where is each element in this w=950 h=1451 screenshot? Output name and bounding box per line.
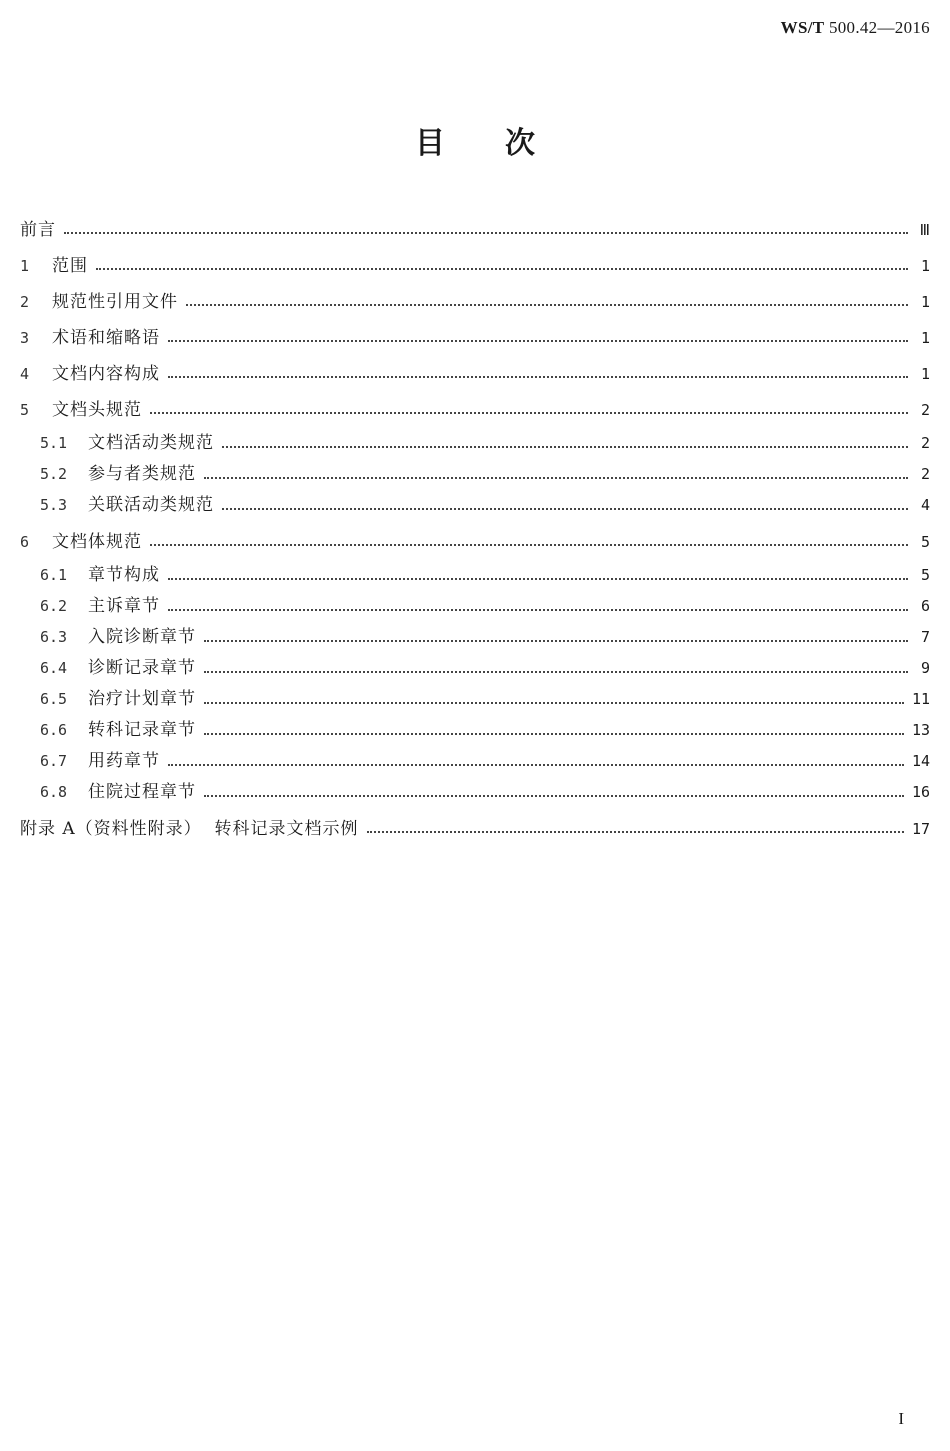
toc-entry-6-3[interactable] [20, 622, 930, 653]
toc-page: 2 [920, 401, 930, 419]
dot-leader [168, 569, 908, 583]
standard-code [781, 18, 930, 38]
toc-label: 参与者类规范 [88, 464, 196, 484]
dot-leader [168, 331, 908, 345]
toc-number: 6.1 [40, 566, 68, 584]
toc-entry-5-2[interactable] [20, 459, 930, 490]
toc-label: 规范性引用文件 [52, 292, 178, 312]
dot-leader [150, 403, 908, 417]
toc-number: 2 [20, 293, 30, 311]
toc-page: 7 [920, 628, 930, 646]
toc-page: 5 [920, 566, 930, 584]
table-of-contents [20, 212, 930, 847]
toc-page: Ⅲ [919, 221, 930, 239]
toc-page: 14 [911, 752, 930, 770]
toc-page: 17 [911, 820, 930, 838]
dot-leader [204, 468, 908, 482]
toc-label: 术语和缩略语 [52, 328, 160, 348]
toc-label: 入院诊断章节 [88, 627, 196, 647]
toc-entry-5[interactable] [20, 392, 930, 428]
toc-page: 2 [920, 465, 930, 483]
toc-entry-6-1[interactable] [20, 560, 930, 591]
toc-number: 5.2 [40, 465, 68, 483]
toc-entry-appendix-a[interactable] [20, 811, 930, 847]
toc-label: 主诉章节 [88, 596, 160, 616]
toc-number: 5.3 [40, 496, 68, 514]
toc-entry-6-4[interactable] [20, 653, 930, 684]
dot-leader [204, 693, 904, 707]
dot-leader [222, 499, 908, 513]
toc-entry-4[interactable] [20, 356, 930, 392]
toc-label: 附录 A（资料性附录） 转科记录文档示例 [20, 819, 359, 839]
toc-page: 5 [920, 533, 930, 551]
toc-label: 治疗计划章节 [88, 689, 196, 709]
toc-number: 6.8 [40, 783, 68, 801]
toc-page: 11 [911, 690, 930, 708]
dot-leader [150, 535, 908, 549]
toc-entry-6-2[interactable] [20, 591, 930, 622]
toc-label: 章节构成 [88, 565, 160, 585]
toc-number: 3 [20, 329, 30, 347]
toc-label: 文档活动类规范 [88, 433, 214, 453]
toc-page: 1 [920, 329, 930, 347]
dot-leader [168, 367, 908, 381]
toc-label: 文档内容构成 [52, 364, 160, 384]
toc-label: 前言 [20, 220, 56, 240]
standard-number: 500.42—2016 [828, 18, 930, 37]
toc-entry-2[interactable] [20, 284, 930, 320]
toc-number: 1 [20, 257, 30, 275]
dot-leader [96, 259, 908, 273]
dot-leader [168, 600, 908, 614]
toc-label: 住院过程章节 [88, 782, 196, 802]
toc-number: 4 [20, 365, 30, 383]
toc-page: 16 [911, 783, 930, 801]
toc-page: 1 [920, 257, 930, 275]
toc-number: 5 [20, 401, 30, 419]
toc-label: 用药章节 [88, 751, 160, 771]
toc-entry-5-3[interactable] [20, 490, 930, 521]
toc-entry-1[interactable] [20, 248, 930, 284]
toc-page: 2 [920, 434, 930, 452]
toc-entry-foreword[interactable] [20, 212, 930, 248]
toc-number: 6.5 [40, 690, 68, 708]
page-title: 目次 [415, 126, 595, 161]
toc-page: 9 [920, 659, 930, 677]
toc-label: 关联活动类规范 [88, 495, 214, 515]
toc-label: 范围 [52, 256, 88, 276]
toc-page: 1 [920, 365, 930, 383]
toc-entry-6[interactable] [20, 524, 930, 560]
toc-label: 文档体规范 [52, 532, 142, 552]
toc-page: 13 [911, 721, 930, 739]
dot-leader [186, 295, 908, 309]
toc-entry-5-1[interactable] [20, 428, 930, 459]
toc-label: 诊断记录章节 [88, 658, 196, 678]
toc-number: 6.7 [40, 752, 68, 770]
toc-number: 6.2 [40, 597, 68, 615]
toc-entry-3[interactable] [20, 320, 930, 356]
toc-number: 6.4 [40, 659, 68, 677]
dot-leader [204, 631, 908, 645]
toc-number: 5.1 [40, 434, 68, 452]
toc-entry-6-7[interactable] [20, 746, 930, 777]
toc-page: 4 [920, 496, 930, 514]
toc-number: 6 [20, 533, 30, 551]
toc-entry-6-6[interactable] [20, 715, 930, 746]
toc-page: 1 [920, 293, 930, 311]
dot-leader [222, 437, 908, 451]
dot-leader [64, 223, 908, 237]
toc-entry-6-8[interactable] [20, 777, 930, 808]
toc-number: 6.6 [40, 721, 68, 739]
toc-label: 文档头规范 [52, 400, 142, 420]
toc-label: 转科记录章节 [88, 720, 196, 740]
page-number: I [898, 1409, 904, 1428]
dot-leader [204, 724, 904, 738]
dot-leader [168, 755, 904, 769]
dot-leader [204, 786, 904, 800]
toc-page: 6 [920, 597, 930, 615]
toc-number: 6.3 [40, 628, 68, 646]
standard-prefix: WS/T [780, 18, 825, 37]
dot-leader [204, 662, 908, 676]
dot-leader [367, 822, 904, 836]
toc-entry-6-5[interactable] [20, 684, 930, 715]
